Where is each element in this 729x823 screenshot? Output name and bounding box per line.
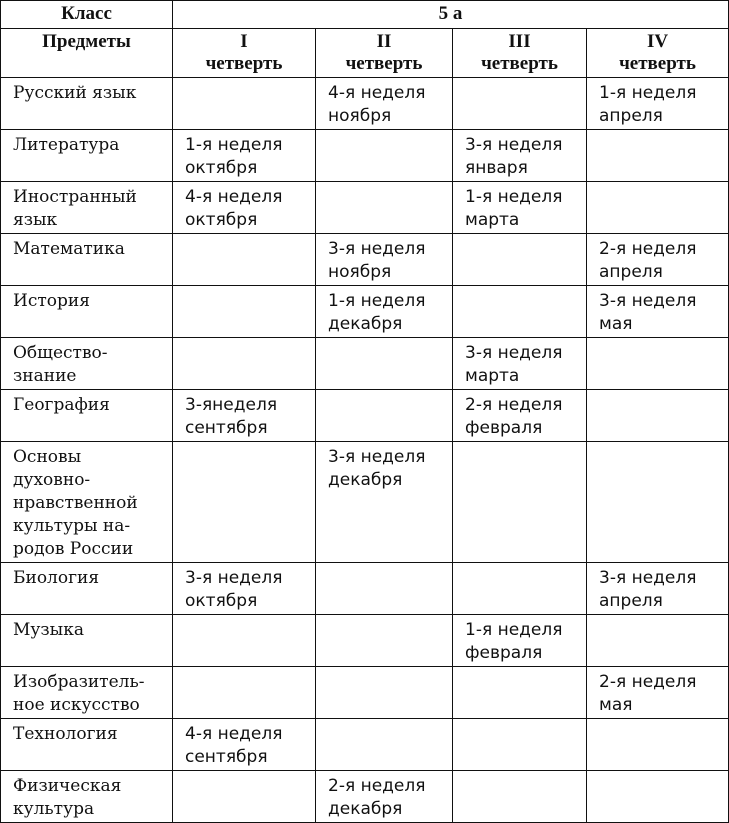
table-row: [1, 442, 729, 563]
quarter-numeral: I: [240, 31, 248, 52]
quarter-cell-2: [316, 667, 453, 719]
week-text: 2-я неделя: [465, 395, 563, 415]
table-row: [1, 719, 729, 771]
quarter-cell-4: [587, 234, 729, 286]
quarter-cell-3: [453, 78, 587, 130]
table-row: [1, 563, 729, 615]
quarter-cell-4: [587, 563, 729, 615]
week-text: 1-я неделя: [465, 187, 563, 207]
quarter-cell-3: [453, 338, 587, 390]
quarter-cell-3: [453, 234, 587, 286]
week-text: 3-я неделя: [328, 239, 426, 259]
week-text: 2-я неделя: [328, 776, 426, 796]
subject-line: Технология: [13, 724, 118, 744]
subject-cell: [1, 130, 173, 182]
class-value: 5 а: [173, 1, 729, 29]
subject-line: Музыка: [13, 620, 84, 640]
subject-line: язык: [13, 210, 58, 230]
quarter-cell-1: [173, 719, 316, 771]
quarter-cell-4: [587, 615, 729, 667]
subject-line: культура: [13, 799, 95, 819]
quarter-cell-1: [173, 667, 316, 719]
week-text: февраля: [465, 643, 543, 663]
quarter-word: четверть: [619, 53, 696, 74]
quarter-cell-1: [173, 234, 316, 286]
table-row: [1, 615, 729, 667]
subject-cell: [1, 615, 173, 667]
class-label: Класс: [1, 1, 173, 29]
week-text: 3-я неделя: [599, 291, 697, 311]
quarter-header-4: [587, 29, 729, 78]
week-text: 1-я неделя: [465, 620, 563, 640]
quarter-cell-4: [587, 130, 729, 182]
table-row: [1, 130, 729, 182]
subject-line: Общество-: [13, 343, 108, 363]
subject-line: ное искусство: [13, 695, 140, 715]
subject-line: Изобразитель-: [13, 672, 145, 692]
quarter-word: четверть: [345, 53, 423, 74]
subject-line: нравственной: [13, 493, 138, 513]
quarter-cell-1: [173, 338, 316, 390]
week-text: 1-я неделя: [185, 135, 283, 155]
quarter-cell-3: [453, 390, 587, 442]
quarter-cell-1: [173, 130, 316, 182]
quarter-cell-2: [316, 130, 453, 182]
schedule-body: [1, 78, 729, 823]
quarter-cell-3: [453, 667, 587, 719]
week-text: января: [465, 158, 528, 178]
quarter-cell-2: [316, 182, 453, 234]
subject-line: Литература: [13, 135, 120, 155]
week-text: октября: [185, 591, 258, 611]
week-text: декабря: [328, 470, 403, 490]
subject-line: Русский язык: [13, 83, 137, 103]
week-text: октября: [185, 158, 258, 178]
table-row: [1, 234, 729, 286]
quarter-header-3: [453, 29, 587, 78]
quarter-cell-3: [453, 615, 587, 667]
quarter-cell-4: [587, 442, 729, 563]
quarter-cell-2: [316, 338, 453, 390]
week-text: ноября: [328, 262, 392, 282]
quarter-cell-3: [453, 719, 587, 771]
quarter-cell-2: [316, 78, 453, 130]
subject-line: духовно-: [13, 470, 91, 490]
subject-line: История: [13, 291, 90, 311]
subject-cell: [1, 286, 173, 338]
subject-cell: [1, 182, 173, 234]
week-text: 3-я неделя: [328, 447, 426, 467]
quarter-cell-2: [316, 563, 453, 615]
week-text: 2-я неделя: [599, 239, 697, 259]
quarter-numeral: III: [508, 31, 531, 52]
subject-line: родов России: [13, 539, 134, 559]
quarter-cell-1: [173, 442, 316, 563]
week-text: мая: [599, 695, 633, 715]
week-text: декабря: [328, 314, 403, 334]
quarter-cell-3: [453, 130, 587, 182]
week-text: 3-я неделя: [465, 135, 563, 155]
week-text: марта: [465, 366, 520, 386]
week-text: октября: [185, 210, 258, 230]
subject-cell: [1, 771, 173, 823]
quarter-word: четверть: [481, 53, 558, 74]
header-row-class: [1, 1, 729, 29]
week-text: сентября: [185, 418, 268, 438]
week-text: февраля: [465, 418, 543, 438]
subject-line: Иностранный: [13, 187, 137, 207]
quarter-cell-1: [173, 182, 316, 234]
subject-line: География: [13, 395, 110, 415]
quarter-cell-3: [453, 182, 587, 234]
week-text: 3-я неделя: [185, 568, 283, 588]
subject-cell: [1, 563, 173, 615]
quarter-word: четверть: [205, 53, 283, 74]
week-text: 3-я неделя: [465, 343, 563, 363]
subject-cell: [1, 667, 173, 719]
quarter-cell-2: [316, 390, 453, 442]
week-text: 1-я неделя: [599, 83, 697, 103]
subject-line: знание: [13, 366, 77, 386]
subject-cell: [1, 338, 173, 390]
week-text: мая: [599, 314, 633, 334]
quarter-cell-2: [316, 615, 453, 667]
quarter-cell-4: [587, 719, 729, 771]
week-text: 4-я неделя: [328, 83, 426, 103]
quarter-cell-1: [173, 771, 316, 823]
quarter-cell-1: [173, 390, 316, 442]
header-row-quarters: [1, 29, 729, 78]
table-row: [1, 667, 729, 719]
subject-cell: [1, 390, 173, 442]
subject-cell: [1, 234, 173, 286]
week-text: сентября: [185, 747, 268, 767]
quarter-cell-4: [587, 771, 729, 823]
subject-line: Математика: [13, 239, 125, 259]
subject-cell: [1, 78, 173, 130]
week-text: апреля: [599, 262, 663, 282]
quarter-cell-4: [587, 338, 729, 390]
quarter-header-1: [173, 29, 316, 78]
week-text: апреля: [599, 591, 663, 611]
subjects-label: Предметы: [1, 29, 173, 78]
quarter-cell-3: [453, 286, 587, 338]
quarter-cell-3: [453, 771, 587, 823]
quarter-cell-3: [453, 442, 587, 563]
quarter-cell-1: [173, 563, 316, 615]
week-text: марта: [465, 210, 520, 230]
table-row: [1, 182, 729, 234]
quarter-cell-2: [316, 234, 453, 286]
subject-cell: [1, 442, 173, 563]
subject-cell: [1, 719, 173, 771]
table-row: [1, 390, 729, 442]
table-row: [1, 286, 729, 338]
week-text: 2-я неделя: [599, 672, 697, 692]
week-text: 3-янеделя: [185, 395, 278, 415]
quarter-cell-1: [173, 78, 316, 130]
quarter-cell-1: [173, 286, 316, 338]
quarter-header-2: [316, 29, 453, 78]
quarter-cell-1: [173, 615, 316, 667]
week-text: апреля: [599, 106, 663, 126]
week-text: ноября: [328, 106, 392, 126]
quarter-cell-4: [587, 78, 729, 130]
subject-line: Биология: [13, 568, 100, 588]
quarter-cell-2: [316, 719, 453, 771]
quarter-cell-2: [316, 286, 453, 338]
quarter-cell-2: [316, 442, 453, 563]
subject-line: Основы: [13, 447, 82, 467]
week-text: 4-я неделя: [185, 724, 283, 744]
table-row: [1, 78, 729, 130]
quarter-cell-3: [453, 563, 587, 615]
quarter-cell-4: [587, 182, 729, 234]
week-text: 4-я неделя: [185, 187, 283, 207]
subject-line: культуры на-: [13, 516, 131, 536]
table-row: [1, 771, 729, 823]
subject-line: Физическая: [13, 776, 122, 796]
week-text: 1-я неделя: [328, 291, 426, 311]
table-row: [1, 338, 729, 390]
quarter-cell-4: [587, 390, 729, 442]
quarter-cell-4: [587, 286, 729, 338]
quarter-numeral: II: [376, 31, 392, 52]
week-text: 3-я неделя: [599, 568, 697, 588]
quarter-numeral: IV: [646, 31, 669, 52]
quarter-cell-4: [587, 667, 729, 719]
quarter-cell-2: [316, 771, 453, 823]
week-text: декабря: [328, 799, 403, 819]
